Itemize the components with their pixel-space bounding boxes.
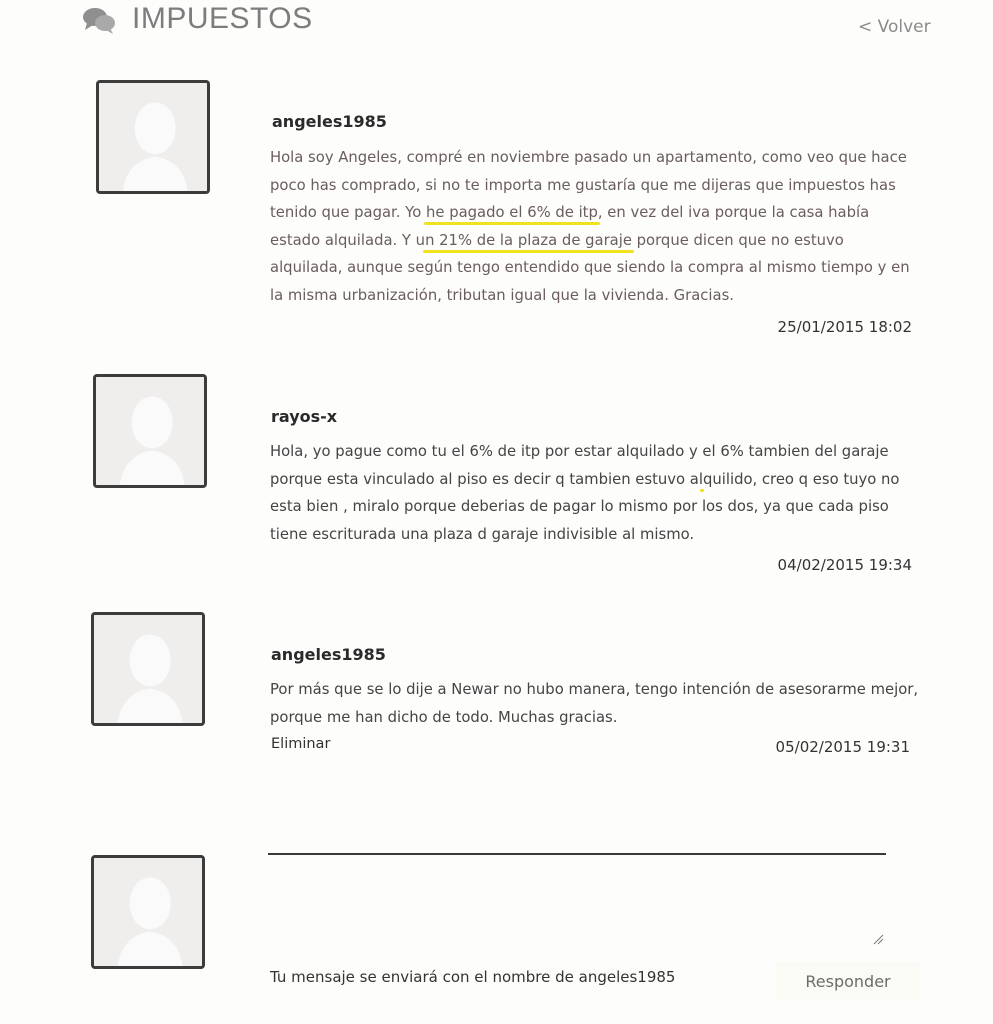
resize-grip-icon[interactable]: [872, 933, 884, 945]
comment-timestamp: 05/02/2015 19:31: [775, 738, 910, 756]
avatar: [91, 612, 205, 726]
reply-box: [268, 853, 886, 947]
user-silhouette-icon: [94, 615, 202, 723]
comment-timestamp: 04/02/2015 19:34: [777, 556, 912, 574]
reply-button[interactable]: Responder: [776, 962, 920, 1000]
user-silhouette-icon: [94, 858, 202, 966]
back-link[interactable]: < Volver: [858, 17, 931, 37]
avatar: [91, 855, 205, 969]
highlighted-text: he pagado el 6% de itp: [426, 204, 598, 221]
comment-author: rayos-x: [271, 407, 338, 426]
comment-text: Por más que se lo dije a Newar no hubo manera, tengo intención de asesorarme mejor, porque me han dicho de todo. Muchas gracias.: [270, 681, 919, 726]
reply-textarea[interactable]: [268, 855, 886, 947]
comment-author: angeles1985: [272, 112, 387, 131]
chat-bubbles-icon: [82, 6, 116, 36]
highlighted-text: n 21% de la plaza de garaje: [425, 231, 632, 249]
avatar: [96, 80, 210, 194]
comment-author: angeles1985: [271, 645, 386, 664]
user-silhouette-icon: [96, 377, 204, 485]
user-silhouette-icon: [99, 83, 207, 191]
delete-comment-link[interactable]: Eliminar: [271, 736, 331, 752]
highlighted-text: el 6% tambien del garaje porque esta vinculado al piso: [270, 443, 889, 488]
comment-timestamp: 25/01/2015 18:02: [777, 318, 912, 336]
avatar: [93, 374, 207, 488]
comment-text: Hola, yo pague como tu el 6% de itp por estar alquilado y el 6% tambien del garaje porque esta vinculado al piso es decir q tambien estuvo alquilido, creo q eso tuyo no esta bien , miralo porque deberias de pagar lo mismo por los dos, ya que cada piso tiene escriturada una plaza d garaje indivisible al mismo.: [270, 443, 900, 543]
page-title: IMPUESTOS: [132, 2, 313, 35]
reply-author-note: Tu mensaje se enviará con el nombre de angeles1985: [270, 968, 676, 986]
comment-text: Hola soy Angeles, compré en noviembre pasado un apartamento, como veo que hace poco has comprado, si no te importa me gustaría que me dijeras que impuestos has tenido que pagar. Yo he pagado el 6% de itp, en vez del iva porque la casa había estado alquilada. Y un 21% de la plaza de garaje porque dicen que no estuvo alquilada, aunque según tengo entendido que siendo la compra al mismo tiempo y en la misma urbanización, tributan igual que la vivienda. Gracias.: [270, 149, 910, 304]
